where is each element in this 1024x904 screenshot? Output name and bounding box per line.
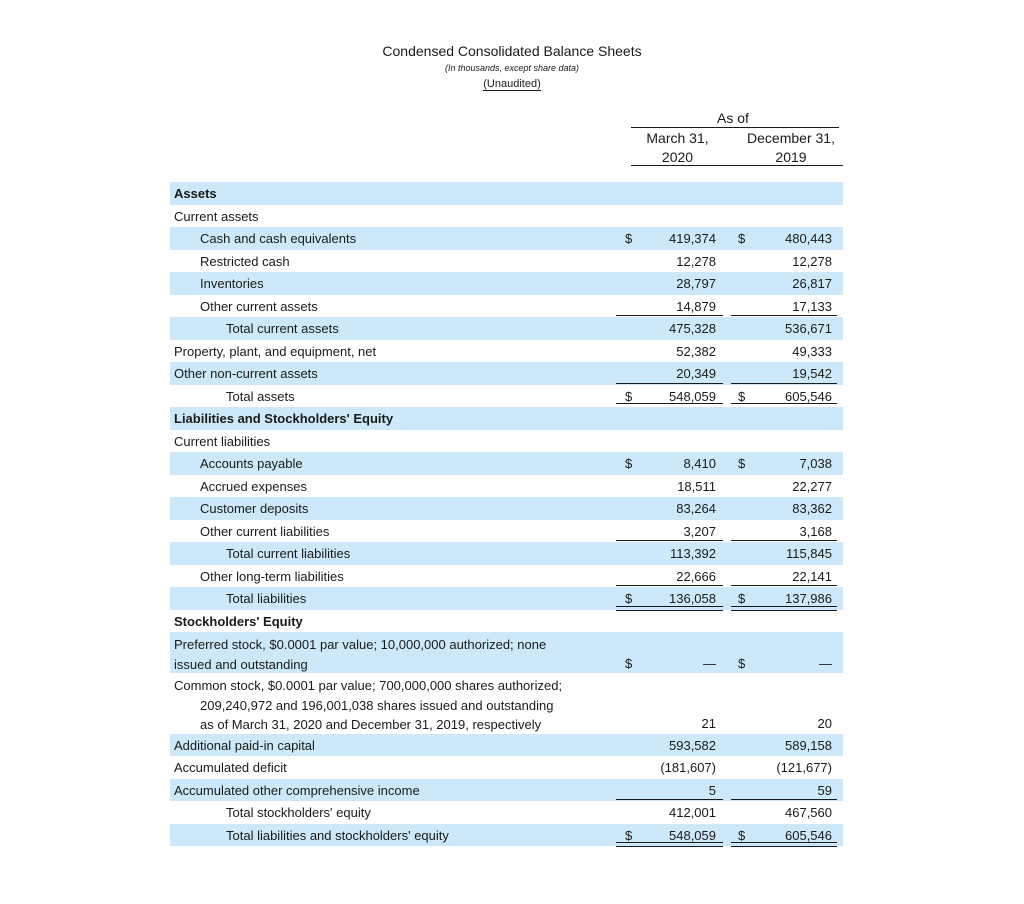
- value-december-2019: 12,278: [792, 253, 832, 269]
- row-label: Total current liabilities: [226, 546, 351, 561]
- row-label: Assets: [174, 186, 217, 201]
- value-december-2019: 137,986: [785, 591, 832, 606]
- value-december-2019: 480,443: [785, 231, 832, 246]
- value-march-2020: 21: [701, 716, 716, 731]
- subtotal-underline: [731, 799, 837, 800]
- row-label: Stockholders' Equity: [174, 613, 303, 629]
- row-label: Other current assets: [200, 298, 318, 314]
- table-row: [170, 295, 843, 318]
- row-label: Accumulated other comprehensive income: [174, 782, 420, 798]
- subtotal-underline: [616, 585, 723, 586]
- as-of-header: As of: [717, 110, 749, 126]
- value-december-2019: 22,277: [792, 478, 832, 494]
- value-march-2020: 12,278: [676, 253, 716, 269]
- value-march-2020: 113,392: [669, 546, 716, 561]
- table-row: [170, 520, 843, 543]
- row-label: Restricted cash: [200, 253, 290, 269]
- row-label: Liabilities and Stockholders' Equity: [174, 411, 394, 426]
- value-march-2020: 548,059: [669, 827, 716, 843]
- table-row: [170, 632, 843, 673]
- row-label: Total liabilities and stockholders' equity: [226, 827, 449, 843]
- table-row: [170, 673, 843, 734]
- value-december-2019: 115,845: [785, 546, 832, 561]
- value-march-2020: 136,058: [669, 591, 716, 606]
- subtotal-underline: [616, 315, 723, 316]
- value-march-2020: 28,797: [676, 276, 716, 291]
- table-row: [170, 452, 843, 475]
- value-march-2020: 20,349: [676, 366, 716, 381]
- value-december-2019: 589,158: [785, 737, 832, 753]
- value-march-2020: 5: [708, 782, 716, 798]
- value-december-2019: 7,038: [799, 456, 832, 471]
- subtotal-underline: [731, 585, 837, 586]
- table-row: [170, 824, 843, 847]
- table-row: [170, 587, 843, 610]
- row-label: Other current liabilities: [200, 523, 330, 539]
- row-label: Inventories: [200, 276, 264, 291]
- value-december-2019: 22,141: [792, 568, 832, 584]
- statement-subtitle: (In thousands, except share data): [444, 63, 580, 73]
- value-december-2019: 605,546: [785, 388, 832, 404]
- row-label-line3: as of March 31, 2020 and December 31, 2019, respectively: [200, 717, 542, 732]
- column-header-march-line1: March 31,: [646, 130, 709, 146]
- value-march-2020: 14,879: [676, 298, 716, 314]
- value-december-2019: 20: [817, 716, 832, 731]
- subtotal-underline: [731, 383, 837, 384]
- unaudited-label: (Unaudited): [483, 78, 541, 90]
- subtotal-underline: [616, 799, 723, 800]
- row-label: Total current assets: [226, 321, 339, 336]
- currency-symbol: $: [625, 655, 633, 671]
- subtotal-underline: [616, 540, 723, 541]
- currency-symbol: $: [625, 231, 633, 246]
- currency-symbol: $: [738, 456, 746, 471]
- table-row: [170, 272, 843, 295]
- value-march-2020: 3,207: [683, 523, 716, 539]
- column-header-december-line2: 2019: [775, 149, 807, 165]
- value-december-2019: 59: [817, 782, 832, 798]
- value-march-2020: 593,582: [669, 737, 716, 753]
- row-label: Accumulated deficit: [174, 760, 287, 775]
- table-row: [170, 565, 843, 588]
- value-march-2020: 22,666: [676, 568, 716, 584]
- currency-symbol: $: [738, 388, 746, 404]
- value-march-2020: 419,374: [669, 231, 716, 246]
- table-row: [170, 317, 843, 340]
- table-row: [170, 227, 843, 250]
- row-label: Property, plant, and equipment, net: [174, 343, 377, 359]
- table-row: [170, 475, 843, 498]
- currency-symbol: $: [625, 456, 633, 471]
- row-label: Accounts payable: [200, 456, 303, 471]
- value-december-2019: 536,671: [785, 321, 832, 336]
- row-label: Total liabilities: [226, 591, 307, 606]
- value-december-2019: (121,677): [776, 760, 832, 775]
- currency-symbol: $: [738, 231, 746, 246]
- value-march-2020: (181,607): [660, 760, 716, 775]
- double-underline: [616, 842, 723, 847]
- value-march-2020: 475,328: [669, 321, 716, 336]
- row-label: Additional paid-in capital: [174, 737, 315, 753]
- table-row: [170, 430, 843, 453]
- value-december-2019: 3,168: [799, 523, 832, 539]
- row-label: Customer deposits: [200, 501, 309, 516]
- table-row: [170, 497, 843, 520]
- column-header-march-line2: 2020: [661, 149, 694, 165]
- currency-symbol: $: [738, 655, 746, 671]
- table-row: [170, 756, 843, 779]
- row-label: Current liabilities: [174, 433, 271, 449]
- table-row: [170, 182, 843, 205]
- table-row: [170, 205, 843, 228]
- table-row: [170, 542, 843, 565]
- table-row: [170, 340, 843, 363]
- value-march-2020: 83,264: [676, 501, 716, 516]
- value-march-2020: 18,511: [677, 478, 716, 494]
- currency-symbol: $: [625, 591, 633, 606]
- double-underline: [731, 842, 837, 847]
- row-label: Common stock, $0.0001 par value; 700,000,000 shares authorized;: [174, 678, 563, 693]
- value-december-2019: 17,133: [792, 298, 832, 314]
- table-row: [170, 362, 843, 385]
- row-label: Other long-term liabilities: [200, 568, 344, 584]
- statement-title: Condensed Consolidated Balance Sheets: [382, 43, 642, 59]
- subtotal-underline: [731, 315, 837, 316]
- subtotal-underline: [731, 540, 837, 541]
- table-row: [170, 385, 843, 408]
- table-row: [170, 407, 843, 430]
- currency-symbol: $: [738, 591, 746, 606]
- row-label-line2: 209,240,972 and 196,001,038 shares issued and outstanding: [200, 697, 554, 713]
- value-march-2020: 8,410: [683, 456, 716, 471]
- value-december-2019: 19,542: [792, 366, 832, 381]
- currency-symbol: $: [625, 388, 633, 404]
- value-march-2020: 52,382: [676, 343, 716, 359]
- table-row: [170, 250, 843, 273]
- value-december-2019: 26,817: [792, 276, 832, 291]
- table-row: [170, 610, 843, 633]
- row-label: Preferred stock, $0.0001 par value; 10,000,000 authorized; none: [174, 637, 547, 652]
- subtotal-underline: [616, 383, 723, 384]
- value-december-2019: 83,362: [792, 501, 832, 516]
- row-label: Accrued expenses: [200, 478, 307, 494]
- table-row: [170, 734, 843, 757]
- table-row: [170, 801, 843, 824]
- currency-symbol: $: [625, 827, 633, 843]
- row-label-line2: issued and outstanding: [174, 656, 308, 672]
- value-december-2019: 49,333: [792, 343, 832, 359]
- value-december-2019: 605,546: [785, 827, 832, 843]
- value-march-2020: 548,059: [669, 388, 716, 404]
- currency-symbol: $: [738, 827, 746, 843]
- value-december-2019: —: [819, 655, 832, 671]
- column-header-december-line1: December 31,: [747, 130, 835, 146]
- row-label: Other non-current assets: [174, 366, 318, 381]
- row-label: Total stockholders' equity: [226, 805, 371, 820]
- row-label: Current assets: [174, 208, 259, 224]
- value-december-2019: 467,560: [785, 805, 832, 820]
- row-label: Total assets: [226, 388, 295, 404]
- value-march-2020: 412,001: [669, 805, 716, 820]
- table-row: [170, 779, 843, 802]
- value-march-2020: —: [703, 655, 716, 671]
- row-label: Cash and cash equivalents: [200, 231, 357, 246]
